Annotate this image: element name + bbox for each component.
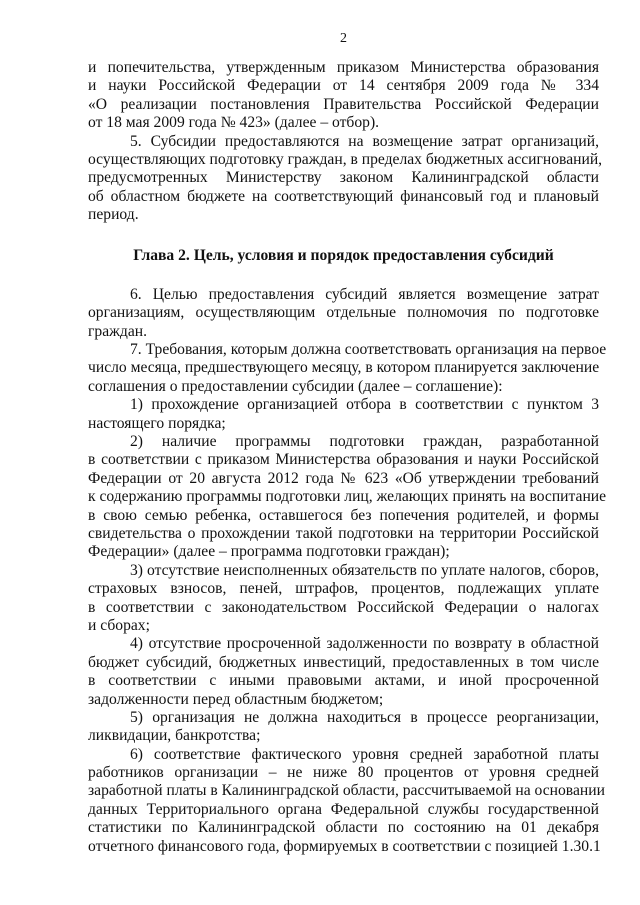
paragraph-line: в соответствии с иными правовыми актами, и иной просроченной bbox=[88, 672, 599, 690]
document-body bbox=[88, 59, 607, 856]
paragraph-line: свидетельства о прохождении такой подготовки на территории Российской bbox=[88, 524, 599, 542]
paragraph-line: бюджет субсидий, бюджетных инвестиций, предоставленных в том числе bbox=[88, 653, 599, 671]
paragraph-line: настоящего порядка; bbox=[88, 414, 226, 432]
paragraph-line: осуществляющих подготовку граждан, в пределах бюджетных ассигнований, bbox=[88, 150, 603, 168]
paragraph-line: число месяца, предшествующего месяцу, в котором планируется заключение bbox=[88, 359, 600, 377]
paragraph-line: предусмотренных Министерству законом Калининградской области bbox=[88, 169, 599, 187]
paragraph-line: 5) организация не должна находиться в процессе реорганизации, bbox=[130, 708, 599, 726]
paragraph-line: Федерации» (далее – программа подготовки граждан); bbox=[88, 543, 450, 561]
paragraph-line: «О реализации постановления Правительства Российской Федерации bbox=[88, 95, 599, 113]
paragraph-line: заработной платы в Калининградской области, рассчитываемой на основании bbox=[88, 782, 605, 800]
paragraph-line: в соответствии с приказом Министерства образования и науки Российской bbox=[88, 451, 599, 469]
paragraph-line: страховых взносов, пеней, штрафов, процентов, подлежащих уплате bbox=[88, 580, 599, 598]
paragraph-line: период. bbox=[88, 206, 139, 224]
paragraph-line: граждан. bbox=[88, 322, 147, 340]
page-number: 2 bbox=[340, 31, 347, 46]
paragraph-line: и науки Российской Федерации от 14 сентября 2009 года № 334 bbox=[88, 77, 599, 95]
paragraph-line: работников организации – не ниже 80 процентов от уровня средней bbox=[88, 764, 599, 782]
paragraph-line: ликвидации, банкротства; bbox=[88, 727, 261, 745]
paragraph-line: 1) прохождение организацией отбора в соответствии с пунктом 3 bbox=[130, 396, 599, 414]
paragraph-line: Федерации от 20 августа 2012 года № 623 «Об утверждении требований bbox=[88, 469, 599, 487]
paragraph-line: и сборах; bbox=[88, 616, 150, 634]
paragraph-line: отчетного финансового года, формируемых в соответствии с позицией 1.30.1 bbox=[88, 837, 601, 855]
paragraph-line: статистики по Калининградской области по состоянию на 01 декабря bbox=[88, 819, 599, 837]
paragraph-line: 3) отсутствие неисполненных обязательств по уплате налогов, сборов, bbox=[130, 561, 599, 579]
paragraph-line: 4) отсутствие просроченной задолженности по возврату в областной bbox=[130, 635, 599, 653]
chapter-heading: Глава 2. Цель, условия и порядок предоставления субсидий bbox=[133, 246, 554, 264]
paragraph-line: от 18 мая 2009 года № 423» (далее – отбор). bbox=[88, 114, 380, 132]
paragraph-line: к содержанию программы подготовки лиц, желающих принять на воспитание bbox=[88, 488, 607, 506]
paragraph-line: 2) наличие программы подготовки граждан, разработанной bbox=[130, 433, 599, 451]
paragraph-line: в соответствии с законодательством Российской Федерации о налогах bbox=[88, 598, 599, 616]
paragraph-line: и попечительства, утвержденным приказом Министерства образования bbox=[88, 59, 599, 76]
paragraph-line: об областном бюджете на соответствующий финансовый год и плановый bbox=[88, 187, 599, 205]
paragraph-line: 6) соответствие фактического уровня средней заработной платы bbox=[130, 745, 599, 763]
paragraph-line: соглашения о предоставлении субсидии (далее – соглашение): bbox=[88, 377, 503, 395]
paragraph-line: 6. Целью предоставления субсидий является возмещение затрат bbox=[130, 285, 599, 303]
paragraph-line: 5. Субсидии предоставляются на возмещение затрат организаций, bbox=[130, 132, 599, 150]
paragraph-line: в свою семью ребенка, оставшегося без попечения родителей, и формы bbox=[88, 506, 599, 524]
paragraph-line: задолженности перед областным бюджетом; bbox=[88, 690, 384, 708]
paragraph-line: 7. Требования, которым должна соответствовать организация на первое bbox=[130, 341, 607, 359]
paragraph-line: данных Территориального органа Федеральной службы государственной bbox=[88, 800, 599, 818]
paragraph-line: организациям, осуществляющим отдельные полномочия по подготовке bbox=[88, 304, 599, 322]
